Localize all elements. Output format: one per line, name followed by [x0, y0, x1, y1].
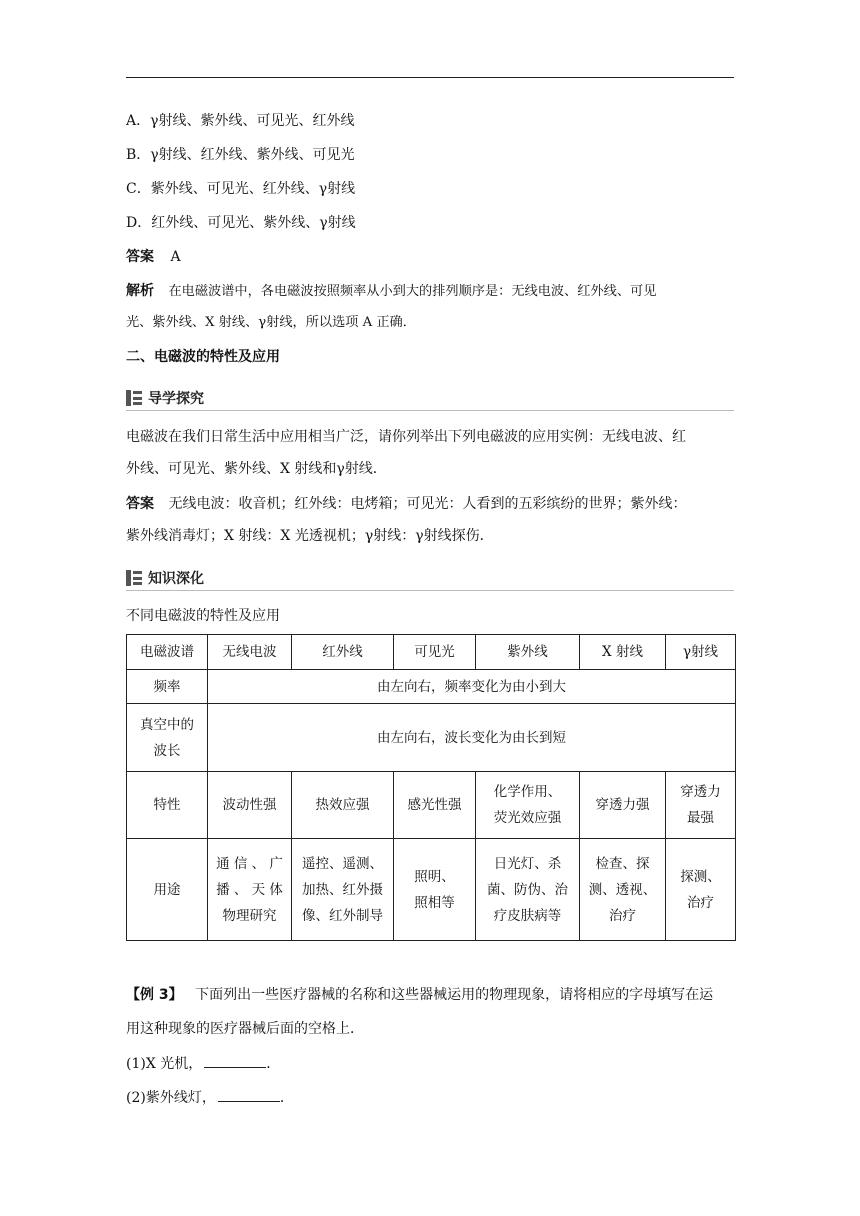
cell-line: 荧光效应强 [493, 810, 562, 826]
answer2-label: 答案 [126, 496, 154, 512]
table-cell [476, 839, 580, 941]
cell-line: 治疗 [609, 907, 636, 924]
answer2-line-1 [126, 494, 686, 514]
answer-line [126, 247, 181, 267]
analysis-line-2: 光、紫外线、X 射线、γ射线，所以选项 A 正确． [126, 315, 416, 330]
table-title: 不同电磁波的特性及应用 [126, 608, 280, 624]
table-cell [476, 772, 580, 839]
cell-line: 照明、 [414, 868, 455, 885]
table-row [127, 839, 736, 941]
row-label-line: 真空中的 [140, 716, 194, 733]
table-cell: 无线电波 [208, 635, 292, 670]
table-cell: 穿透力强 [580, 772, 666, 839]
question-end: ． [266, 1056, 281, 1072]
section-knowledge [126, 568, 204, 588]
table-cell: 感光性强 [394, 772, 476, 839]
section-divider [126, 590, 734, 591]
option-b: B．γ射线、红外线、紫外线、可见光 [126, 147, 355, 163]
cell-line: 照相等 [414, 894, 455, 911]
example-label: 【例 3】 [126, 987, 183, 1003]
table-cell: 电磁波谱 [127, 635, 208, 670]
question-line-2: 外线、可见光、紫外线、X 射线和γ射线． [126, 461, 387, 477]
table-cell [394, 839, 476, 941]
row-label [127, 704, 208, 772]
table-header-row [127, 635, 736, 670]
answer-label: 答案 [126, 249, 154, 265]
answer-blank[interactable] [218, 1087, 280, 1102]
analysis-line-1 [126, 281, 656, 302]
cell-line: 治疗 [687, 894, 714, 911]
question-1 [126, 1053, 280, 1074]
section-heading: 二、电磁波的特性及应用 [126, 349, 280, 365]
section-bars-icon [126, 390, 142, 406]
option-d: D．红外线、可见光、紫外线、γ射线 [126, 215, 356, 231]
table-cell [580, 839, 666, 941]
table-cell [666, 839, 736, 941]
section-divider [126, 410, 734, 411]
cell-line: 遥控、遥测、 [302, 855, 383, 872]
cell-line: 检查、探 [595, 855, 650, 872]
section-guided-inquiry [126, 388, 204, 408]
table-cell: 由左向右，频率变化为由小到大 [208, 670, 736, 704]
header-rule [126, 77, 734, 78]
spectrum-table [126, 634, 736, 941]
table-cell: 热效应强 [292, 772, 394, 839]
table-row [127, 670, 736, 704]
cell-line: 最强 [687, 810, 714, 826]
row-label: 特性 [127, 772, 208, 839]
table-cell: γ射线 [666, 635, 736, 670]
example-line-2: 用这种现象的医疗器械后面的空格上． [126, 1021, 364, 1037]
cell-line: 探测、 [680, 868, 721, 885]
cell-line: 测、透视、 [588, 881, 657, 898]
table-row [127, 772, 736, 839]
analysis-label: 解析 [126, 283, 154, 299]
question-end: ． [279, 1090, 294, 1106]
question-2-text: (2)紫外线灯， [126, 1090, 216, 1106]
cell-line: 疗皮肤病等 [493, 907, 562, 924]
example-line-1 [126, 985, 713, 1005]
row-label-line: 波长 [153, 742, 181, 759]
answer2-line-2: 紫外线消毒灯；X 射线：X 光透视机；γ射线：γ射线探伤． [126, 528, 494, 544]
answer-blank[interactable] [204, 1053, 266, 1068]
table-cell: X 射线 [580, 635, 666, 670]
table-cell: 可见光 [394, 635, 476, 670]
question-1-text: (1)X 光机， [126, 1056, 203, 1072]
table-row [127, 704, 736, 772]
table-cell: 红外线 [292, 635, 394, 670]
table-cell: 波动性强 [208, 772, 292, 839]
option-c: C．紫外线、可见光、红外线、γ射线 [126, 181, 356, 197]
option-a: A．γ射线、紫外线、可见光、红外线 [126, 113, 355, 129]
table-cell [292, 839, 394, 941]
cell-line: 通 信 、 广 [216, 855, 283, 872]
cell-line: 日光灯、杀 [493, 855, 562, 872]
table-cell: 紫外线 [476, 635, 580, 670]
section-title: 导学探究 [148, 391, 204, 407]
cell-line: 化学作用、 [493, 784, 562, 800]
question-line-1: 电磁波在我们日常生活中应用相当广泛，请你列举出下列电磁波的应用实例：无线电波、红 [126, 429, 686, 445]
cell-line: 穿透力 [680, 784, 721, 800]
row-label: 频率 [127, 670, 208, 704]
question-2 [126, 1087, 294, 1108]
cell-line: 加热、红外摄 [302, 881, 383, 898]
section-title: 知识深化 [148, 571, 204, 587]
answer2-text-1: 无线电波：收音机；红外线：电烤箱；可见光：人看到的五彩缤纷的世界；紫外线： [168, 496, 687, 512]
table-cell [208, 839, 292, 941]
cell-line: 像、红外制导 [302, 907, 383, 924]
table-cell: 由左向右，波长变化为由长到短 [208, 704, 736, 772]
answer-value: A [170, 249, 181, 265]
table-cell [666, 772, 736, 839]
example-text-1: 下面列出一些医疗器械的名称和这些器械运用的物理现象，请将相应的字母填写在运 [195, 987, 714, 1003]
cell-line: 物理研究 [222, 907, 277, 924]
analysis-text-1: 在电磁波谱中，各电磁波按照频率从小到大的排列顺序是：无线电波、红外线、可见 [168, 284, 657, 299]
cell-line: 菌、防伪、治 [487, 881, 568, 898]
row-label: 用途 [127, 839, 208, 941]
section-bars-icon [126, 570, 142, 586]
cell-line: 播 、 天 体 [216, 881, 283, 898]
